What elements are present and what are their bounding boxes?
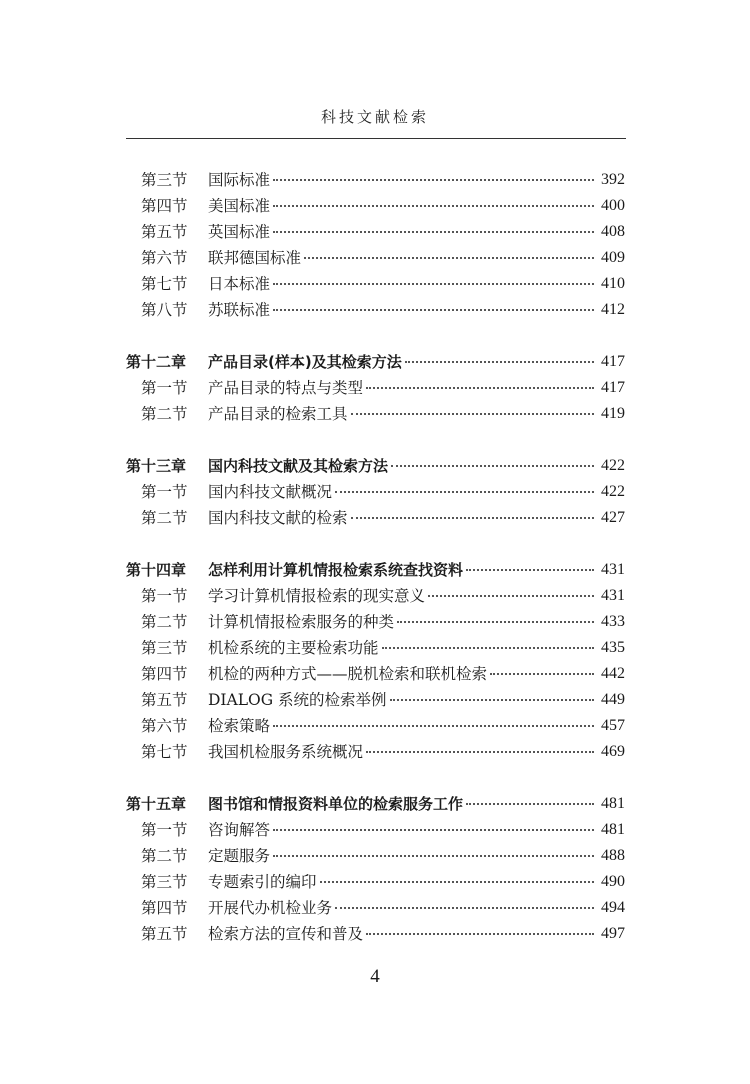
toc-page-number: 481 <box>601 795 625 812</box>
toc-page-number: 457 <box>601 717 625 734</box>
section-title: 开展代办机检业务 <box>208 899 333 917</box>
leader-dots <box>335 491 594 493</box>
section-label: 第三节 <box>141 639 188 657</box>
leader-dots <box>397 621 594 623</box>
section-title: 英国标准 <box>208 223 271 241</box>
section-label: 第一节 <box>141 379 188 397</box>
leader-dots <box>335 907 594 909</box>
section-title: 产品目录的特点与类型 <box>208 379 364 397</box>
leader-dots <box>273 725 594 727</box>
section-title: 联邦德国标准 <box>208 249 302 267</box>
toc-page-number: 409 <box>601 249 625 266</box>
leader-dots <box>391 465 594 467</box>
toc-page-number: 412 <box>601 301 625 318</box>
toc-section-row <box>0 896 750 920</box>
chapter-title: 国内科技文献及其检索方法 <box>208 457 389 475</box>
section-title: DIALOG 系统的检索举例 <box>208 691 387 709</box>
toc-section-row <box>0 376 750 400</box>
toc-page-number: 392 <box>601 171 625 188</box>
section-label: 第四节 <box>141 665 188 683</box>
toc-page-number: 449 <box>601 691 625 708</box>
toc-page-number: 410 <box>601 275 625 292</box>
page-number: 4 <box>370 966 380 987</box>
toc-page-number: 431 <box>601 587 625 604</box>
section-label: 第八节 <box>141 301 188 319</box>
toc-page-number: 419 <box>601 405 625 422</box>
toc-section-row <box>0 922 750 946</box>
leader-dots <box>320 881 594 883</box>
leader-dots <box>382 647 594 649</box>
leader-dots <box>366 387 594 389</box>
toc-page-number: 417 <box>601 379 625 396</box>
section-title: 苏联标准 <box>208 301 271 319</box>
leader-dots <box>273 231 594 233</box>
leader-dots <box>405 361 594 363</box>
section-label: 第二节 <box>141 509 188 527</box>
toc-section-row <box>0 402 750 426</box>
toc-page-number: 433 <box>601 613 625 630</box>
toc-section-row <box>0 740 750 764</box>
toc-section-row <box>0 220 750 244</box>
toc-section-row <box>0 688 750 712</box>
toc-page-number: 427 <box>601 509 625 526</box>
toc-section-row <box>0 844 750 868</box>
toc-page-number: 408 <box>601 223 625 240</box>
section-label: 第一节 <box>141 587 188 605</box>
section-title: 我国机检服务系统概况 <box>208 743 364 761</box>
section-title: 国内科技文献的检索 <box>208 509 348 527</box>
section-label: 第五节 <box>141 691 188 709</box>
chapter-title: 产品目录(样本)及其检索方法 <box>208 353 402 371</box>
toc-section-row <box>0 506 750 530</box>
leader-dots <box>466 569 594 571</box>
section-title: 国内科技文献概况 <box>208 483 333 501</box>
toc-section-row <box>0 714 750 738</box>
section-title: 日本标准 <box>208 275 271 293</box>
toc-chapter-row <box>0 792 750 816</box>
leader-dots <box>273 309 594 311</box>
leader-dots <box>466 803 594 805</box>
section-title: 国际标准 <box>208 171 271 189</box>
leader-dots <box>351 517 594 519</box>
section-title: 机检的两种方式——脱机检索和联机检索 <box>208 665 488 683</box>
running-head: 科技文献检索 <box>320 108 429 126</box>
chapter-label: 第十三章 <box>126 457 187 475</box>
leader-dots <box>273 205 594 207</box>
toc-page-number: 494 <box>601 899 625 916</box>
toc-section-row <box>0 870 750 894</box>
toc-section-row <box>0 584 750 608</box>
chapter-title: 怎样利用计算机情报检索系统查找资料 <box>208 561 464 579</box>
toc-page-number: 422 <box>601 483 625 500</box>
section-label: 第六节 <box>141 249 188 267</box>
toc-section-row <box>0 480 750 504</box>
section-label: 第七节 <box>141 743 188 761</box>
section-title: 计算机情报检索服务的种类 <box>208 613 395 631</box>
toc-section-row <box>0 636 750 660</box>
toc-section-row <box>0 246 750 270</box>
toc-section-row <box>0 194 750 218</box>
chapter-label: 第十五章 <box>126 795 187 813</box>
leader-dots <box>273 283 594 285</box>
toc-page-number: 469 <box>601 743 625 760</box>
section-title: 产品目录的检索工具 <box>208 405 348 423</box>
section-title: 咨询解答 <box>208 821 271 839</box>
toc-chapter-row <box>0 558 750 582</box>
leader-dots <box>366 751 594 753</box>
toc-chapter-row <box>0 454 750 478</box>
leader-dots <box>351 413 594 415</box>
section-label: 第一节 <box>141 483 188 501</box>
section-label: 第五节 <box>141 223 188 241</box>
section-label: 第二节 <box>141 613 188 631</box>
toc-page-number: 497 <box>601 925 625 942</box>
chapter-label: 第十四章 <box>126 561 187 579</box>
toc-section-row <box>0 298 750 322</box>
toc-page-number: 422 <box>601 457 625 474</box>
chapter-title: 图书馆和情报资料单位的检索服务工作 <box>208 795 464 813</box>
section-title: 机检系统的主要检索功能 <box>208 639 379 657</box>
toc-section-row <box>0 610 750 634</box>
chapter-label: 第十二章 <box>126 353 187 371</box>
section-label: 第四节 <box>141 197 188 215</box>
section-label: 第四节 <box>141 899 188 917</box>
leader-dots <box>490 673 594 675</box>
section-label: 第三节 <box>141 171 188 189</box>
toc-page-number: 488 <box>601 847 625 864</box>
section-label: 第七节 <box>141 275 188 293</box>
toc-section-row <box>0 272 750 296</box>
leader-dots <box>390 699 594 701</box>
leader-dots <box>304 257 594 259</box>
section-label: 第五节 <box>141 925 188 943</box>
section-label: 第六节 <box>141 717 188 735</box>
toc-page-number: 431 <box>601 561 625 578</box>
toc-section-row <box>0 662 750 686</box>
section-label: 第三节 <box>141 873 188 891</box>
toc-page-number: 417 <box>601 353 625 370</box>
toc-page-number: 490 <box>601 873 625 890</box>
toc-page-number: 442 <box>601 665 625 682</box>
section-label: 第二节 <box>141 847 188 865</box>
section-title: 学习计算机情报检索的现实意义 <box>208 587 426 605</box>
toc-section-row <box>0 168 750 192</box>
toc-section-row <box>0 818 750 842</box>
section-title: 检索方法的宣传和普及 <box>208 925 364 943</box>
section-label: 第一节 <box>141 821 188 839</box>
leader-dots <box>428 595 594 597</box>
toc-chapter-row <box>0 350 750 374</box>
section-title: 专题索引的编印 <box>208 873 317 891</box>
section-label: 第二节 <box>141 405 188 423</box>
toc-page-number: 481 <box>601 821 625 838</box>
toc-page-number: 400 <box>601 197 625 214</box>
section-title: 检索策略 <box>208 717 271 735</box>
toc-page-number: 435 <box>601 639 625 656</box>
leader-dots <box>366 933 594 935</box>
section-title: 美国标准 <box>208 197 271 215</box>
section-title: 定题服务 <box>208 847 271 865</box>
leader-dots <box>273 179 594 181</box>
leader-dots <box>273 829 594 831</box>
leader-dots <box>273 855 594 857</box>
